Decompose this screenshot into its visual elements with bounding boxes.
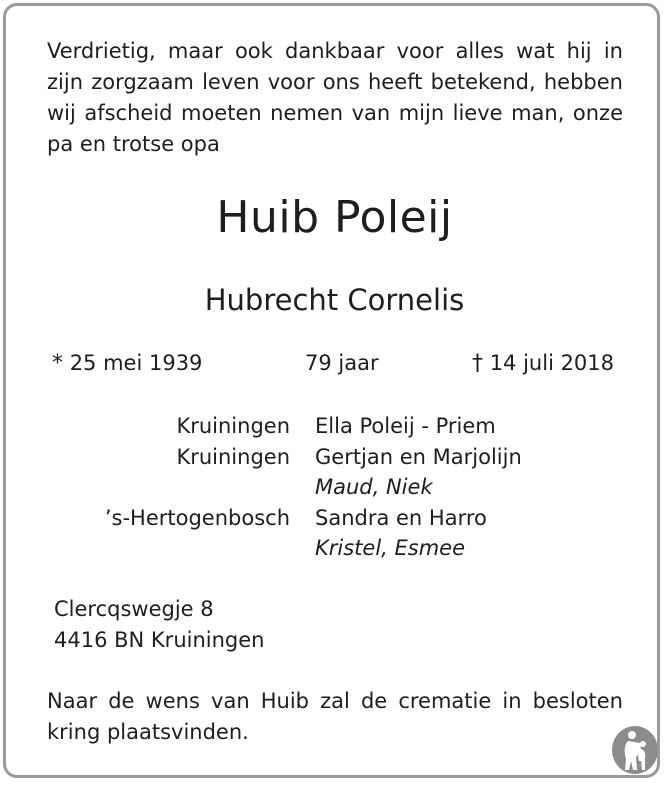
age: 79 jaar bbox=[305, 351, 379, 375]
family-place bbox=[60, 533, 290, 564]
closing-text bbox=[47, 686, 623, 748]
death-date-text: 14 juli 2018 bbox=[489, 351, 615, 375]
intro-line: pa en trotse opa bbox=[47, 132, 220, 156]
family-place: ’s-Hertogenbosch bbox=[104, 505, 290, 530]
family-row bbox=[60, 503, 522, 534]
address-city: 4416 BN Kruiningen bbox=[54, 628, 265, 652]
family-names: Sandra en Harro bbox=[315, 505, 487, 530]
family-list bbox=[60, 411, 522, 564]
family-names: Gertjan en Marjolijn bbox=[315, 444, 522, 469]
family-row bbox=[60, 411, 522, 442]
birth-date bbox=[52, 348, 202, 379]
birth-date-text: 25 mei 1939 bbox=[69, 351, 203, 375]
intro-line: Verdrietig, maar ook dankbaar voor alles wat hij in bbox=[47, 39, 623, 63]
correspondence-address bbox=[54, 594, 264, 656]
family-place bbox=[60, 472, 290, 503]
family-row bbox=[60, 533, 522, 564]
address-street: Clercqswegje 8 bbox=[54, 597, 214, 621]
deceased-full-name: Hubrecht Cornelis bbox=[204, 283, 465, 317]
family-grandchildren: Kristel, Esmee bbox=[315, 536, 466, 560]
closing-line: Naar de wens van Huib zal de crematie in besloten bbox=[47, 689, 623, 713]
family-row bbox=[60, 472, 522, 503]
closing-line: kring plaatsvinden. bbox=[47, 720, 249, 744]
memorial-figure-icon bbox=[610, 723, 660, 775]
deceased-name: Huib Poleij bbox=[216, 192, 453, 243]
death-date bbox=[472, 348, 614, 379]
family-names: Ella Poleij - Priem bbox=[315, 414, 496, 438]
birth-symbol: * bbox=[52, 351, 63, 376]
death-symbol: † bbox=[472, 351, 483, 376]
family-row bbox=[60, 442, 522, 473]
family-place: Kruiningen bbox=[176, 444, 290, 469]
intro-line: wij afscheid moeten nemen van mijn lieve man, onze bbox=[47, 101, 623, 125]
family-grandchildren: Maud, Niek bbox=[315, 475, 433, 499]
intro-line: zijn zorgzaam leven voor ons heeft betekend, hebben bbox=[47, 70, 623, 94]
family-place: Kruiningen bbox=[176, 414, 290, 438]
intro-text bbox=[47, 36, 623, 160]
